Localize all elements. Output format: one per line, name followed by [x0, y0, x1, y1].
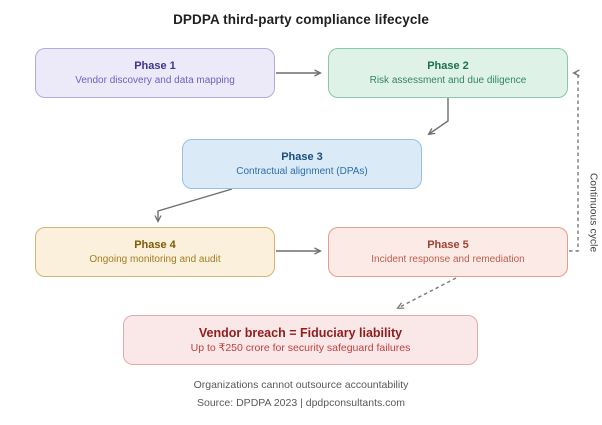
phase4-box — [35, 227, 275, 277]
phase1-title: Phase 1 — [134, 59, 176, 72]
vendor-breach-box — [123, 315, 478, 365]
phase5-title: Phase 5 — [427, 238, 469, 251]
vendor-breach-subtitle: Up to ₹250 crore for security safeguard failures — [190, 342, 411, 354]
phase5-box — [328, 227, 568, 277]
phase1-subtitle: Vendor discovery and data mapping — [75, 74, 235, 86]
arrow-phase2-to-phase3 — [429, 98, 448, 134]
phase3-box — [182, 139, 422, 189]
arrow-phase5-to-breach — [398, 278, 456, 308]
footer-source: Source: DPDPA 2023 | dpdpconsultants.com — [197, 397, 405, 409]
phase2-box — [328, 48, 568, 98]
phase3-subtitle: Contractual alignment (DPAs) — [236, 165, 368, 177]
phase2-subtitle: Risk assessment and due diligence — [369, 74, 527, 86]
phase3-title: Phase 3 — [281, 150, 323, 163]
continuous-cycle-label: Continuous cycle — [587, 173, 599, 253]
phase2-title: Phase 2 — [427, 59, 469, 72]
phase4-subtitle: Ongoing monitoring and audit — [89, 253, 221, 265]
phase4-title: Phase 4 — [134, 238, 176, 251]
page-title: DPDPA third-party compliance lifecycle — [173, 12, 429, 27]
arrow-continuous-cycle — [569, 73, 578, 251]
vendor-breach-title: Vendor breach = Fiduciary liability — [198, 325, 403, 340]
footer-note: Organizations cannot outsource accountability — [193, 379, 409, 391]
arrow-phase3-to-phase4 — [158, 189, 232, 221]
phase5-subtitle: Incident response and remediation — [371, 253, 525, 265]
phase1-box — [35, 48, 275, 98]
